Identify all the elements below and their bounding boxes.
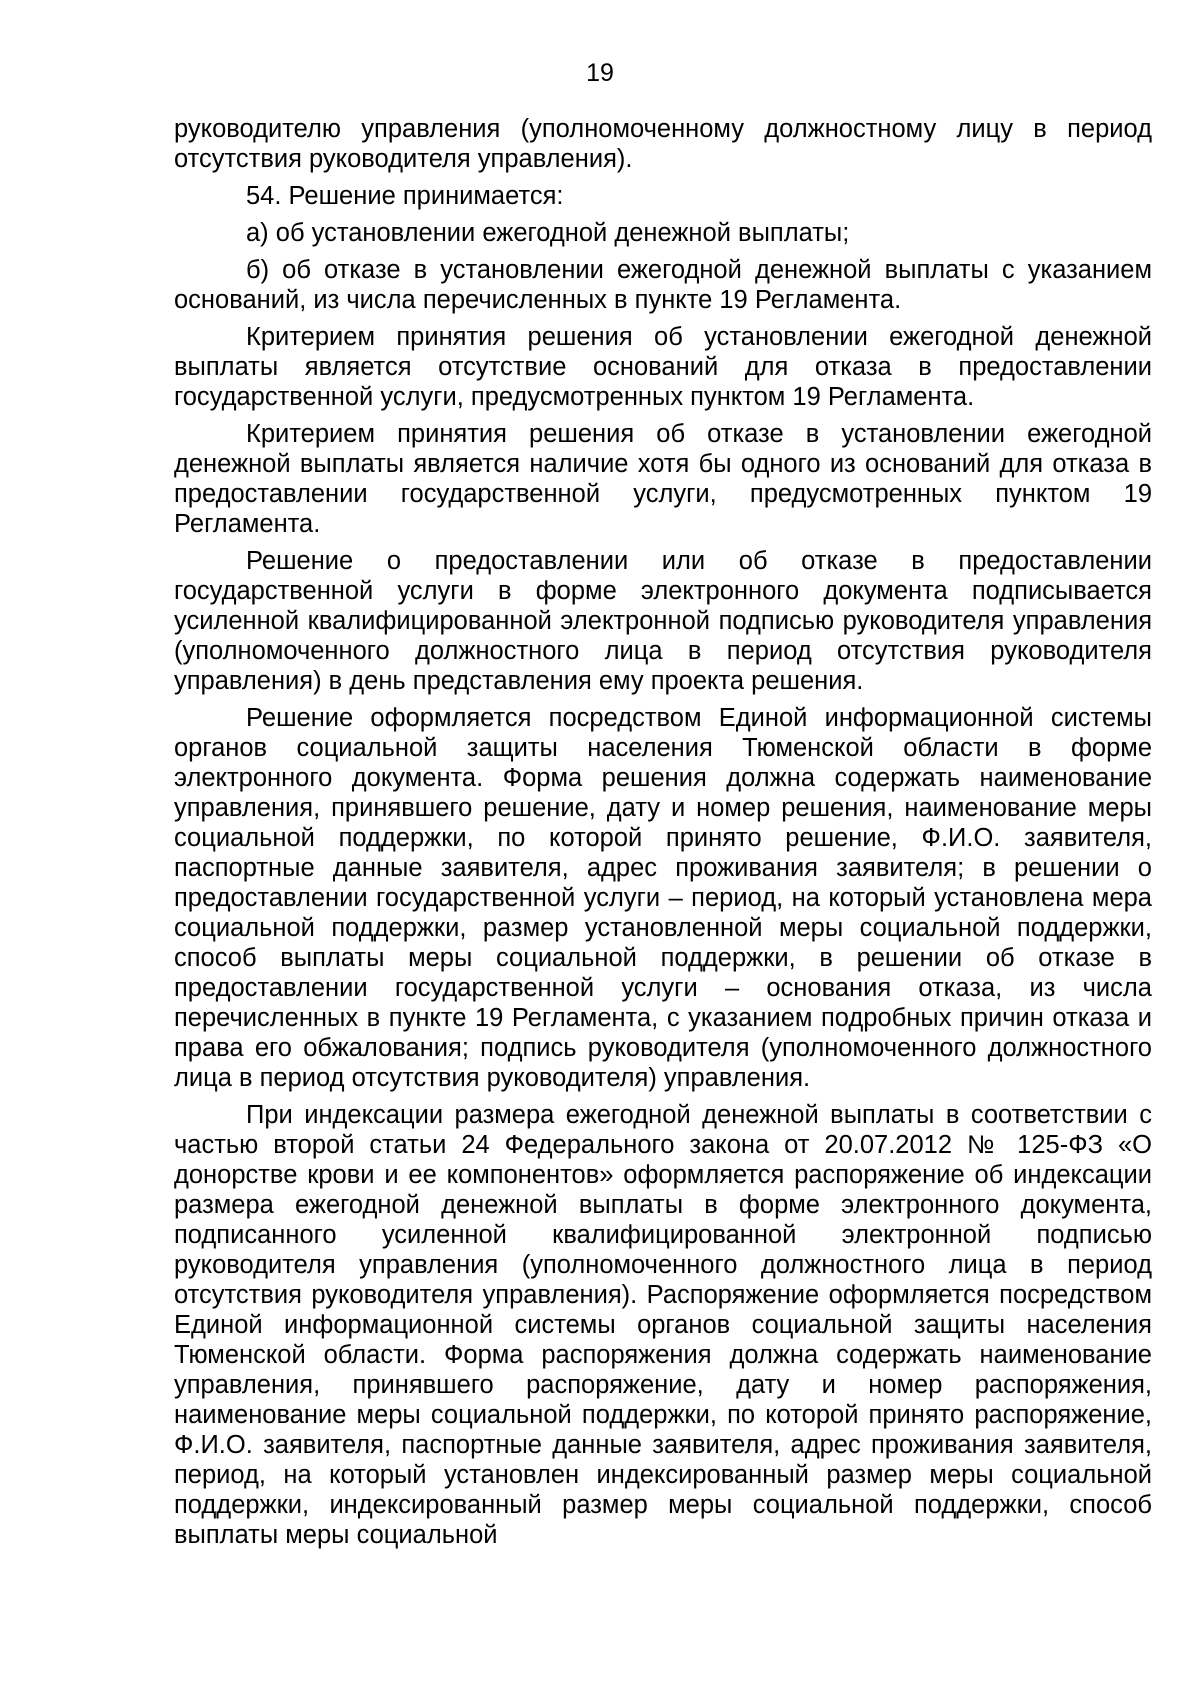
document-body: [174, 114, 1152, 1557]
paragraph-clause-54: 54. Решение принимается:: [246, 182, 564, 210]
paragraph-item-a: а) об установлении ежегодной денежной выплаты;: [246, 219, 850, 247]
paragraph-criterion-refusal: Критерием принятия решения об отказе в установлении ежегодной денежной выплаты является наличие хотя бы одного из оснований для отказа в предоставлении государственной услуги, предусмотренных пунктом 19 Регламента.: [174, 420, 1152, 538]
paragraph-continuation: руководителю управления (уполномоченному должностному лицу в период отсутствия руководителя управления).: [174, 115, 1152, 173]
paragraph-item-b: б) об отказе в установлении ежегодной денежной выплаты с указанием оснований, из числа перечисленных в пункте 19 Регламента.: [174, 256, 1152, 314]
paragraph-decision-form: Решение оформляется посредством Единой информационной системы органов социальной защиты населения Тюменской области в форме электронного документа. Форма решения должна содержать наименование управления, принявшего решение, дату и номер решения, наименование меры социальной поддержки, по которой принято решение, Ф.И.О. заявителя, паспортные данные заявителя, адрес проживания заявителя; в решении о предоставлении государственной услуги – период, на который установлена мера социальной поддержки, размер установленной меры социальной поддержки, способ выплаты меры социальной поддержки, в решении об отказе в предоставлении государственной услуги – основания отказа, из числа перечисленных в пункте 19 Регламента, с указанием подробных причин отказа и права его обжалования; подпись руководителя (уполномоченного должностного лица в период отсутствия руководителя) управления.: [174, 704, 1152, 1092]
paragraph-indexation: При индексации размера ежегодной денежной выплаты в соответствии с частью второй статьи 24 Федерального закона от 20.07.2012 № 125-ФЗ «О донорстве крови и ее компонентов» оформляется распоряжение об индексации размера ежегодной денежной выплаты в форме электронного документа, подписанного усиленной квалифицированной электронной подписью руководителя управления (уполномоченного должностного лица в период отсутствия руководителя управления). Распоряжение оформляется посредством Единой информационной системы органов социальной защиты населения Тюменской области. Форма распоряжения должна содержать наименование управления, принявшего распоряжение, дату и номер распоряжения, наименование меры социальной поддержки, по которой принято распоряжение, Ф.И.О. заявителя, паспортные данные заявителя, адрес проживания заявителя, период, на который установлен индексированный размер меры социальной поддержки, индексированный размер меры социальной поддержки, способ выплаты меры социальной: [174, 1101, 1152, 1549]
page-number: 19: [586, 59, 614, 87]
paragraph-decision-signing: Решение о предоставлении или об отказе в предоставлении государственной услуги в форме электронного документа подписывается усиленной квалифицированной электронной подписью руководителя управления (уполномоченного должностного лица в период отсутствия руководителя управления) в день представления ему проекта решения.: [174, 547, 1152, 695]
paragraph-criterion-approval: Критерием принятия решения об установлении ежегодной денежной выплаты является отсутствие оснований для отказа в предоставлении государственной услуги, предусмотренных пунктом 19 Регламента.: [174, 323, 1152, 411]
